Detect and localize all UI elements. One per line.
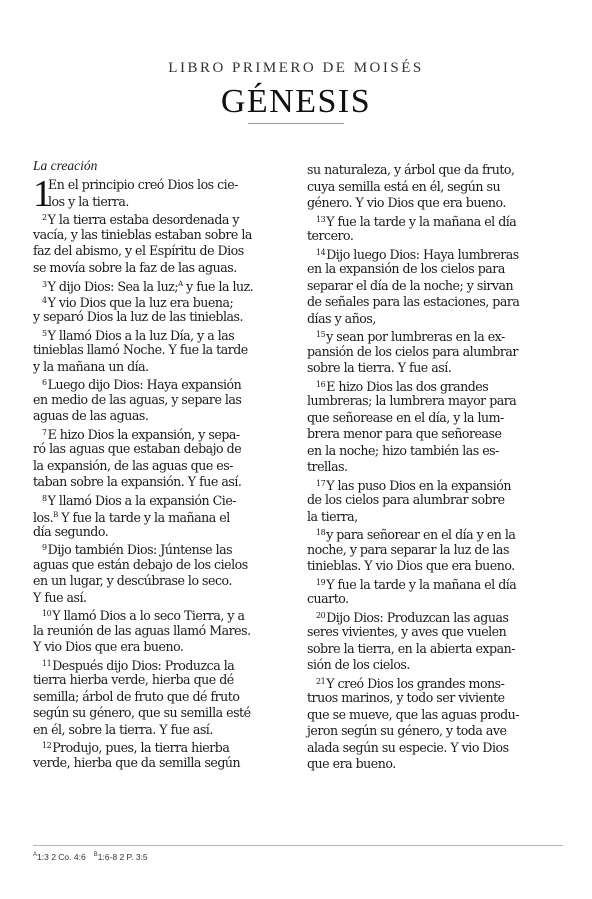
- verse-text: En el principio creó Dios los cie-: [48, 177, 238, 192]
- left-column: [33, 158, 295, 771]
- text-line: [33, 441, 295, 458]
- verse-text: seres vivientes, y aves que vuelen: [307, 624, 507, 639]
- text-line: [307, 558, 565, 575]
- verse-number: 7: [42, 427, 47, 437]
- verse-text: los.: [33, 510, 54, 525]
- verse-text: aguas que están debajo de los cielos: [33, 556, 248, 572]
- verse-text: día segundo.: [33, 523, 109, 539]
- text-line: [33, 755, 295, 772]
- verse-number: 10: [42, 609, 52, 618]
- text-line: [307, 426, 565, 443]
- footnote-marker: A: [178, 280, 183, 288]
- verse-text: alada según su especie. Y vio Dios: [307, 739, 509, 755]
- text-line: [33, 722, 295, 739]
- footnote-entry: [94, 852, 148, 862]
- verse-text: los y la tierra.: [48, 193, 129, 209]
- text-line: [33, 243, 295, 260]
- verse-text: Y fue la tarde y la mañana el día: [326, 576, 517, 592]
- text-line: [307, 756, 565, 773]
- verse-text: y fue la luz.: [182, 279, 254, 294]
- text-line: [33, 276, 295, 293]
- verse-text: se movía sobre la faz de las aguas.: [33, 259, 237, 275]
- text-line: [33, 606, 295, 623]
- verse-text: verde, hierba que da semilla según: [33, 754, 241, 770]
- verse-text: Y la tierra estaba desordenada y: [47, 212, 240, 227]
- text-line: [307, 542, 565, 559]
- verse-text: Y fue la tarde y la mañana el día: [326, 213, 517, 229]
- verse-text: que era bueno.: [307, 756, 396, 771]
- verse-text: sobre la tierra. Y fue así.: [307, 360, 452, 375]
- text-line: [307, 575, 565, 592]
- verse-text: Y vio Dios que la luz era buena;: [47, 294, 234, 310]
- footnote-divider: [33, 845, 563, 846]
- footnote-marker: B: [53, 511, 58, 519]
- text-line: [307, 261, 565, 278]
- text-line: [33, 227, 295, 244]
- verse-number: 17: [316, 478, 326, 488]
- footnote-reference: 1:6-8 2 P. 3:5: [97, 852, 148, 862]
- text-line: [33, 458, 295, 475]
- verse-text: y separó Dios la luz de las tinieblas.: [33, 309, 243, 324]
- text-line: [33, 392, 295, 409]
- verse-text: Dijo Dios: Produzcan las aguas: [326, 609, 509, 625]
- verse-text: taban sobre la expansión. Y fue así.: [33, 474, 242, 489]
- verse-text: Y llamó Dios a la luz Día, y a las: [47, 327, 235, 343]
- text-line: [33, 342, 295, 359]
- verse-text: Y creó Dios los grandes mons-: [326, 675, 505, 691]
- footnote-entry: [33, 852, 86, 862]
- text-line: [307, 723, 565, 740]
- verse-text: Y dijo Dios: Sea la luz;: [47, 279, 179, 294]
- verse-number: 9: [42, 543, 47, 552]
- text-line: [33, 491, 295, 508]
- text-line: [307, 674, 565, 691]
- verse-number: 19: [316, 577, 326, 587]
- chapter-number: 1: [33, 173, 52, 215]
- text-line: [307, 492, 565, 509]
- verse-text: días y años,: [307, 310, 376, 326]
- text-line: [307, 641, 565, 658]
- verse-text: la expansión, de las aguas que es-: [33, 457, 233, 473]
- verse-number: 18: [316, 528, 326, 537]
- text-line: [33, 656, 295, 673]
- verse-text: de señales para las estaciones, para: [307, 294, 520, 309]
- text-line: [33, 540, 295, 557]
- text-line: [307, 195, 565, 212]
- verse-text: ró las aguas que estaban debajo de: [33, 441, 242, 456]
- verse-text: cuya semilla está en él, según su: [307, 178, 501, 194]
- verse-text: la reunión de las aguas llamó Mares.: [33, 622, 251, 638]
- verse-text: y sean por lumbreras en la ex-: [326, 329, 505, 344]
- verse-text: y la mañana un día.: [33, 358, 149, 374]
- verse-text: vacía, y las tinieblas estaban sobre la: [33, 226, 252, 242]
- verse-text: su naturaleza, y árbol que da fruto,: [307, 162, 515, 177]
- verse-text: que se mueve, que las aguas produ-: [307, 706, 520, 722]
- text-line: [33, 474, 295, 491]
- text-line: [33, 260, 295, 277]
- verse-text: Dijo luego Dios: Haya lumbreras: [326, 246, 519, 262]
- verse-number: 4: [42, 295, 47, 305]
- verse-text: Produjo, pues, la tierra hierba: [52, 740, 230, 755]
- verse-text: Y llamó Dios a lo seco Tierra, y a: [52, 608, 245, 623]
- verse-text: tinieblas. Y vio Dios que era bueno.: [307, 558, 515, 573]
- verse-text: y para señorear en el día y en la: [326, 527, 516, 542]
- text-line: [307, 393, 565, 410]
- verse-text: jeron según su género, y toda ave: [307, 723, 507, 738]
- section-heading: La creación: [33, 158, 98, 173]
- text-line: [307, 162, 565, 179]
- text-line: [307, 690, 565, 707]
- verse-text: trellas.: [307, 459, 348, 474]
- text-line: [33, 375, 295, 392]
- verse-text: cuarto.: [307, 591, 349, 606]
- text-line: [33, 309, 295, 326]
- verse-text: sobre la tierra, en la abierta expan-: [307, 640, 515, 656]
- verse-text: noche, y para separar la luz de las: [307, 541, 509, 557]
- verse-number: 12: [42, 741, 52, 750]
- verse-number: 13: [316, 214, 326, 224]
- verse-text: en él, sobre la tierra. Y fue así.: [33, 721, 213, 737]
- verse-number: 8: [42, 493, 47, 503]
- book-title: GÉNESIS: [220, 83, 372, 120]
- verse-number: 11: [42, 658, 52, 668]
- text-line: [307, 410, 565, 427]
- text-line: [307, 459, 565, 476]
- text-line: [33, 557, 295, 574]
- verse-text: truos marinos, y todo ser viviente: [307, 690, 505, 705]
- verse-text: en medio de las aguas, y separe las: [33, 391, 242, 407]
- verse-text: brera menor para que señorease: [307, 426, 502, 441]
- text-line: [33, 359, 295, 376]
- verse-text: según su género, que su semilla esté: [33, 705, 251, 720]
- verse-text: en un lugar, y descúbrase lo seco.: [33, 573, 232, 588]
- verse-text: que señorease en el día, y la lum-: [307, 409, 504, 425]
- verse-number: 21: [316, 676, 326, 686]
- verse-text: separar el día de la noche; y sirvan: [307, 277, 514, 293]
- text-line: [33, 623, 295, 640]
- footnotes: [33, 852, 156, 862]
- verse-text: Y fue la tarde y la mañana el: [57, 510, 230, 525]
- text-line: [33, 639, 295, 656]
- verse-text: en la expansión de los cielos para: [307, 261, 505, 276]
- text-line: [33, 210, 295, 227]
- text-line: [307, 212, 565, 229]
- text-line: [307, 278, 565, 295]
- text-line: [307, 740, 565, 757]
- verse-text: género. Y vio Dios que era bueno.: [307, 195, 506, 210]
- verse-text: Después dijo Dios: Produzca la: [52, 657, 235, 673]
- text-line: [307, 608, 565, 625]
- verse-number: 3: [42, 280, 47, 289]
- verse-text: pansión de los cielos para alumbrar: [307, 343, 518, 359]
- verse-text: aguas de las aguas.: [33, 408, 149, 423]
- text-line: [33, 326, 295, 343]
- text-line: [307, 476, 565, 493]
- text-line: [307, 377, 565, 394]
- verse-text: faz del abismo, y el Espíritu de Dios: [33, 243, 244, 258]
- text-line: [33, 738, 295, 755]
- text-line: [33, 194, 295, 211]
- verse-text: en la noche; hizo también las es-: [307, 442, 499, 458]
- verse-number: 20: [316, 610, 326, 620]
- footnote-reference: 1:3 2 Co. 4:6: [37, 852, 86, 862]
- text-line: [33, 705, 295, 722]
- text-line: [307, 179, 565, 196]
- text-line: [307, 707, 565, 724]
- verse-number: 6: [42, 378, 47, 387]
- text-line: [33, 524, 295, 541]
- text-line: [307, 360, 565, 377]
- verse-number: 15: [316, 330, 326, 339]
- text-line: [33, 425, 295, 442]
- footnote-mark: A: [33, 852, 38, 858]
- footnote-mark: B: [93, 852, 98, 858]
- verse-text: Y vio Dios que era bueno.: [33, 639, 184, 654]
- verse-text: Y las puso Dios en la expansión: [326, 477, 511, 493]
- book-subtitle: LIBRO PRIMERO DE MOISÉS: [168, 60, 424, 76]
- left-column-text: [33, 173, 295, 771]
- right-column: [307, 162, 565, 773]
- title-divider: [248, 123, 344, 124]
- verse-text: Y llamó Dios a la expansión Cie-: [47, 492, 237, 508]
- text-line: [307, 327, 565, 344]
- verse-text: la tierra,: [307, 508, 358, 524]
- verse-number: 5: [42, 328, 47, 338]
- text-line: [307, 245, 565, 262]
- verse-text: sión de los cielos.: [307, 657, 410, 672]
- text-line: [307, 311, 565, 328]
- text-line: [307, 228, 565, 245]
- text-line: [33, 293, 295, 310]
- verse-text: E hizo Dios la expansión, y sepa-: [47, 426, 240, 442]
- text-line: [307, 657, 565, 674]
- text-line: [307, 509, 565, 526]
- verse-text: lumbreras; la lumbrera mayor para: [307, 393, 517, 408]
- text-line: [33, 689, 295, 706]
- verse-number: 2: [42, 213, 47, 222]
- verse-text: Y fue así.: [33, 589, 87, 605]
- text-line: [307, 591, 565, 608]
- text-line: [33, 590, 295, 607]
- verse-text: tinieblas llamó Noche. Y fue la tarde: [33, 342, 248, 357]
- text-line: [33, 573, 295, 590]
- text-line: [33, 507, 295, 524]
- text-line: [307, 294, 565, 311]
- verse-number: 14: [316, 247, 326, 257]
- text-line: [307, 443, 565, 460]
- right-column-text: [307, 162, 565, 773]
- verse-text: semilla; árbol de fruto que dé fruto: [33, 688, 240, 704]
- verse-text: de los cielos para alumbrar sobre: [307, 492, 505, 507]
- verse-text: tercero.: [307, 228, 354, 243]
- verse-text: Dijo también Dios: Júntense las: [47, 542, 233, 557]
- text-line: [33, 672, 295, 689]
- text-line: [307, 525, 565, 542]
- verse-text: E hizo Dios las dos grandes: [326, 378, 489, 394]
- verse-number: 16: [316, 379, 326, 389]
- verse-text: tierra hierba verde, hierba que dé: [33, 672, 234, 687]
- text-line: [307, 624, 565, 641]
- text-line: [307, 344, 565, 361]
- text-line: [33, 408, 295, 425]
- verse-text: Luego dijo Dios: Haya expansión: [47, 377, 242, 392]
